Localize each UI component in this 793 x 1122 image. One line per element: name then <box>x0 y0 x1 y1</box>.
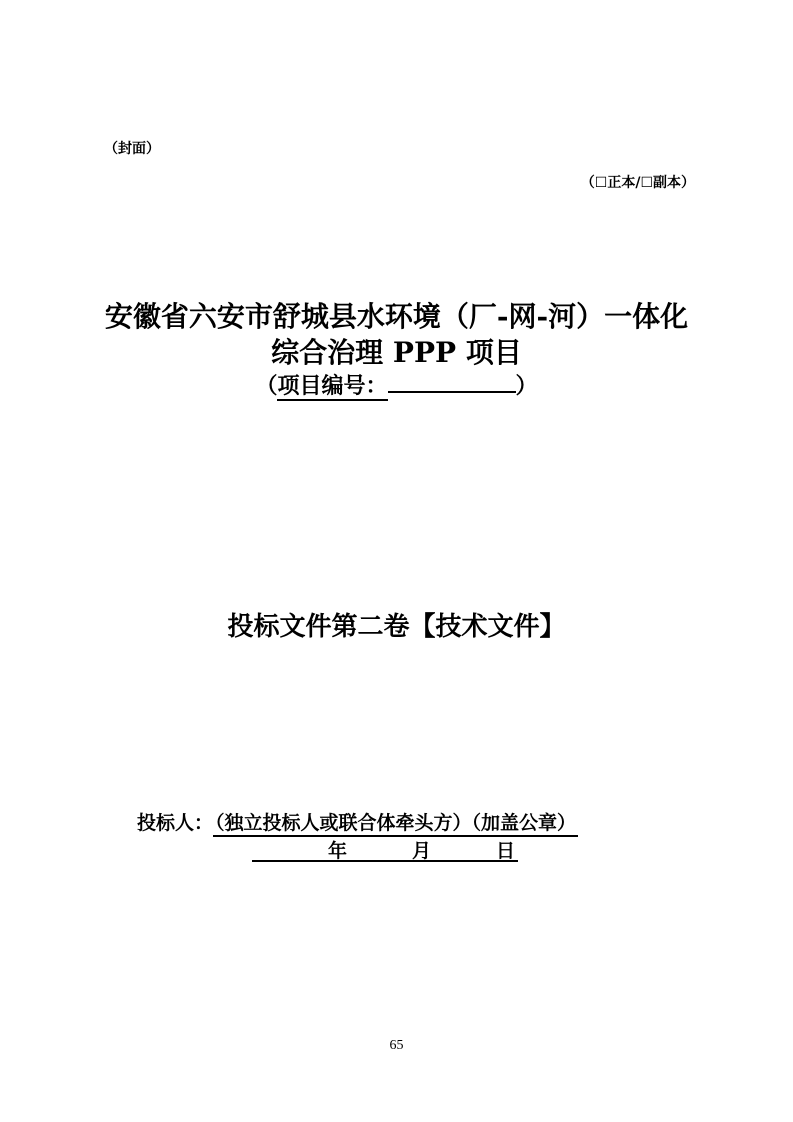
page-number: 65 <box>389 1038 404 1053</box>
project-title <box>0 300 793 400</box>
date-year: 年 <box>328 840 348 862</box>
project-number-label: 项目编号： <box>277 373 388 399</box>
copy-type-checkboxes: （☐正本/☐副本） <box>580 175 695 191</box>
bidder-label: 投标人： <box>137 812 214 834</box>
project-number-blank <box>388 373 516 393</box>
date-day: 日 <box>496 840 516 862</box>
project-number-open: （ <box>255 373 278 399</box>
project-title-line1: 安徽省六安市舒城县水环境（厂-网-河）一体化 <box>104 300 689 333</box>
project-title-line2: 综合治理 PPP 项目 <box>271 336 522 369</box>
project-number-line <box>0 372 793 400</box>
volume-title: 投标文件第二卷【技术文件】 <box>227 612 566 642</box>
bidder-value: （独立投标人或联合体牵头方）（加盖公章） <box>213 812 578 837</box>
date-month: 月 <box>412 840 432 862</box>
date-line <box>252 836 518 862</box>
project-number-close: ） <box>515 373 538 399</box>
cover-label: （封面） <box>104 141 160 157</box>
bidder-line <box>137 808 578 835</box>
